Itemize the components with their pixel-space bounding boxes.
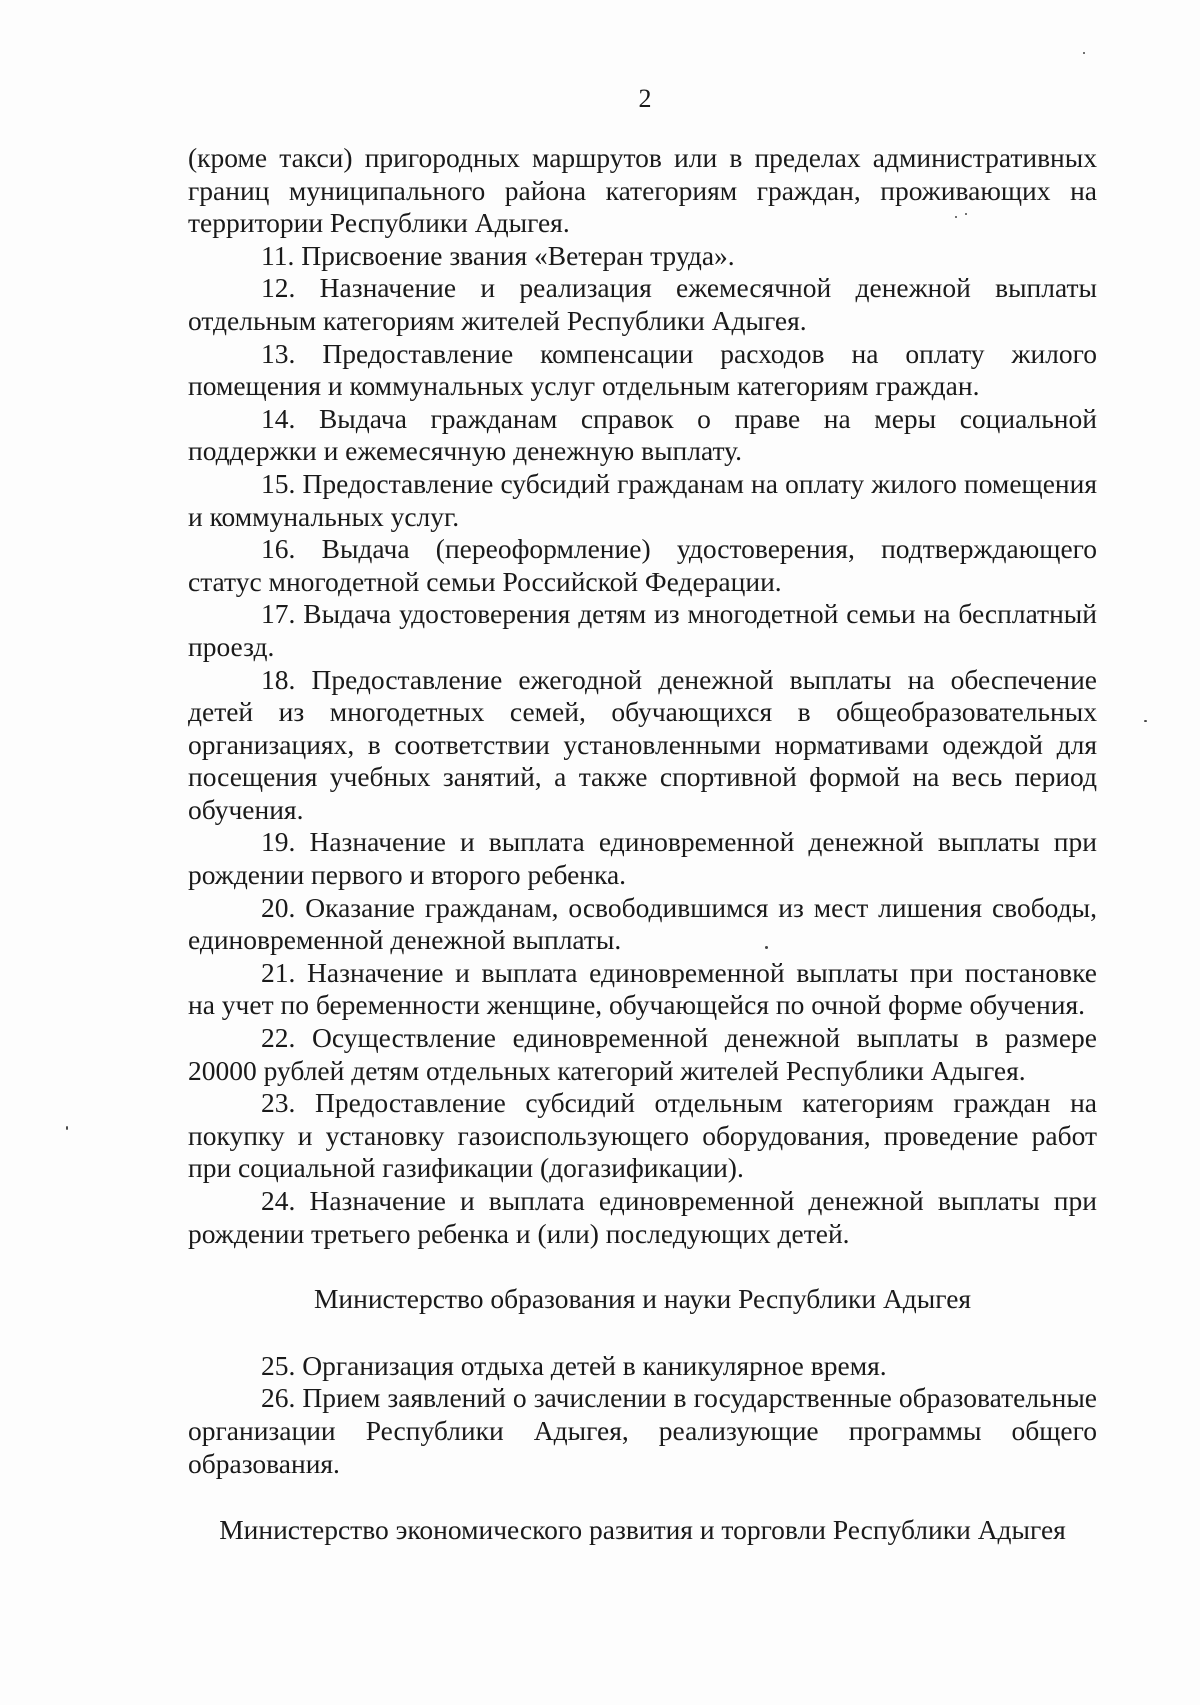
document-body (188, 142, 1097, 1547)
scan-speck (1144, 720, 1147, 722)
list-item-13: 13. Предоставление компенсации расходов на оплату жилого помещения и коммунальных услуг отдельным категориям граждан. (188, 337, 1097, 402)
list-item-23: 23. Предоставление субсидий отдельным категориям граждан на покупку и установку газоиспользующего оборудования, проведение работ при социальной газификации (догазификации). (188, 1087, 1097, 1184)
page-number: 2 (638, 84, 652, 113)
list-item-26: 26. Прием заявлений о зачислении в государственные образовательные организации Республики Адыгея, реализующие программы общего образования. (188, 1382, 1097, 1479)
scan-speck (66, 1126, 68, 1130)
scan-speck (965, 213, 967, 215)
list-item-22: 22. Осуществление единовременной денежной выплаты в размере 20000 рублей детям отдельных категорий жителей Республики Адыгея. (188, 1022, 1097, 1086)
scan-speck (765, 946, 768, 949)
section-heading-economy: Министерство экономического развития и торговли Республики Адыгея (219, 1514, 1066, 1546)
paragraph-continuation: (кроме такси) пригородных маршрутов или в пределах административных границ муниципального района категориям граждан, проживающих на территории Республики Адыгея. (188, 142, 1097, 239)
list-item-24: 24. Назначение и выплата единовременной денежной выплаты при рождении третьего ребенка и (или) последующих детей. (188, 1185, 1097, 1249)
list-item-19: 19. Назначение и выплата единовременной денежной выплаты при рождении первого и второго ребенка. (188, 826, 1097, 891)
list-item-25: 25. Организация отдыха детей в каникулярное время. (261, 1349, 887, 1381)
scan-speck (1083, 52, 1085, 54)
list-item-21: 21. Назначение и выплата единовременной выплаты при постановке на учет по беременности женщине, обучающейся по очной форме обучения. (188, 956, 1097, 1021)
list-item-17: 17. Выдача удостоверения детям из многодетной семьи на бесплатный проезд. (188, 598, 1097, 662)
list-item-15: 15. Предоставление субсидий гражданам на оплату жилого помещения и коммунальных услуг. (188, 467, 1097, 532)
list-item-12: 12. Назначение и реализация ежемесячной денежной выплаты отдельным категориям жителей Республики Адыгея. (188, 272, 1097, 336)
list-item-18: 18. Предоставление ежегодной денежной выплаты на обеспечение детей из многодетных семей, обучающихся в общеобразовательных организациях, в соответствии установленными нормативами одеждой для посещения учебных занятий, а также спортивной формой на весь период обучения. (188, 663, 1097, 825)
scan-speck (955, 216, 957, 218)
list-item-11: 11. Присвоение звания «Ветеран труда». (261, 239, 735, 271)
list-item-20: 20. Оказание гражданам, освободившимся из мест лишения свободы, единовременной денежной выплаты. (188, 891, 1097, 956)
list-item-14: 14. Выдача гражданам справок о праве на меры социальной поддержки и ежемесячную денежную выплату. (188, 402, 1097, 467)
section-heading-education: Министерство образования и науки Республики Адыгея (313, 1283, 972, 1315)
list-item-16: 16. Выдача (переоформление) удостоверения, подтверждающего статус многодетной семьи Российской Федерации. (188, 533, 1097, 597)
